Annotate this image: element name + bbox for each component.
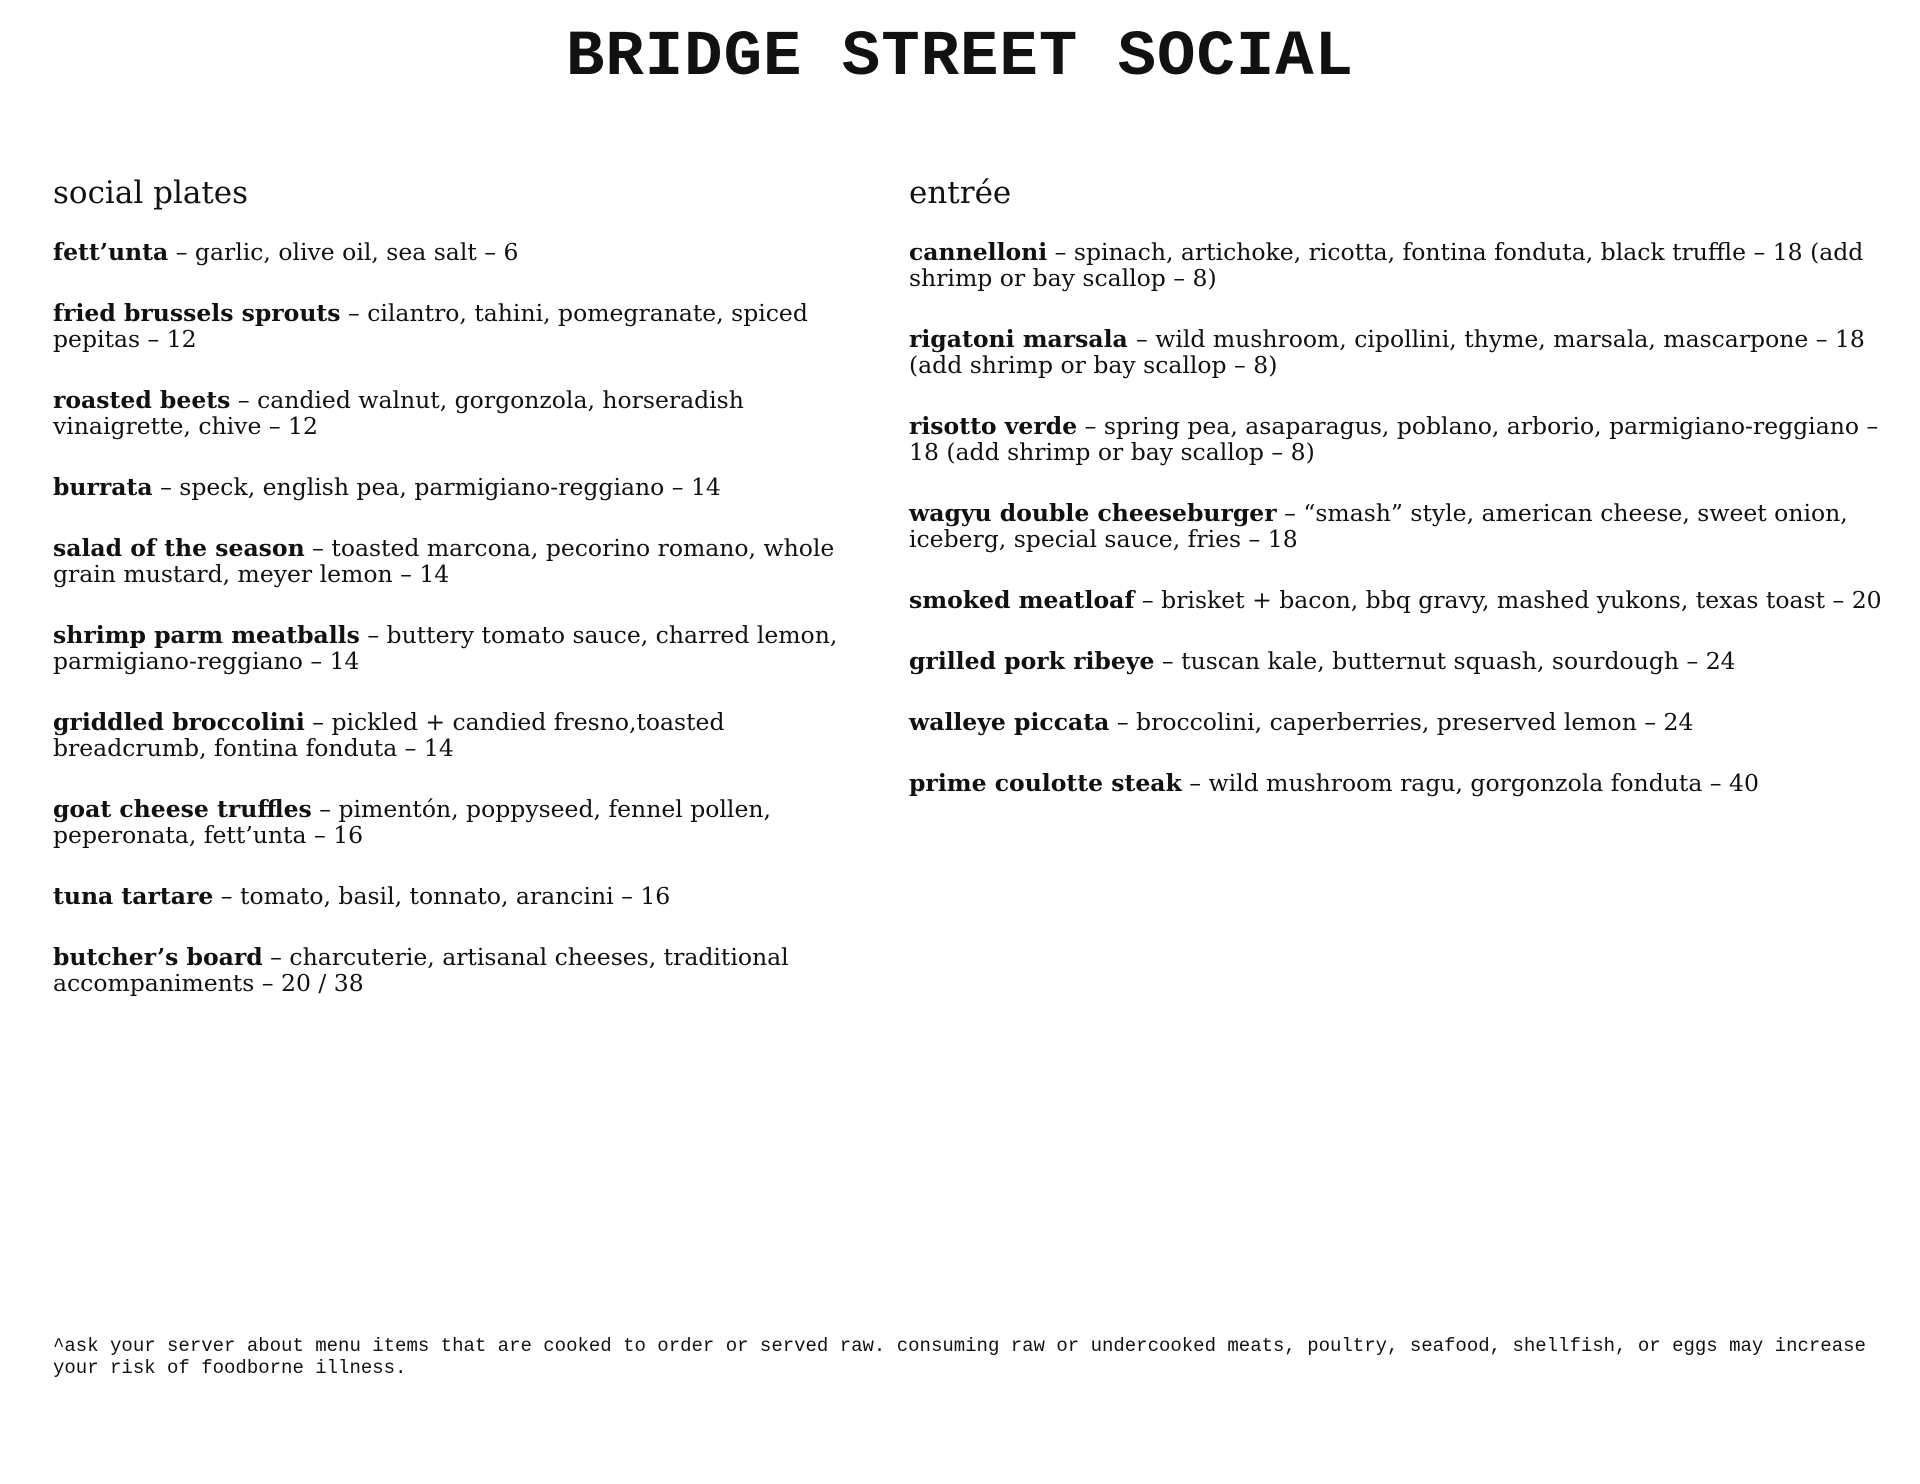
menu-item: wagyu double cheeseburger – “smash” style, american cheese, sweet onion, iceberg, special sauce, fries – 18 — [909, 499, 1848, 553]
menu-item: grilled pork ribeye – tuscan kale, butternut squash, sourdough – 24 — [909, 647, 1736, 675]
item-description: tomato, basil, tonnato, arancini – 16 — [240, 882, 671, 910]
item-name: tuna tartare — [53, 882, 214, 910]
item-name: butcher’s board — [53, 943, 263, 971]
item-name: goat cheese truffles — [53, 795, 312, 823]
menu-item: griddled broccolini – pickled + candied fresno,toasted breadcrumb, fontina fonduta – 14 — [53, 708, 725, 762]
item-description: buttery tomato sauce, charred lemon, parmigiano-reggiano – 14 — [53, 621, 838, 675]
item-name: walleye piccata — [909, 708, 1110, 736]
item-description: spring pea, asaparagus, poblano, arborio, parmigiano-reggiano – 18 (add shrimp or bay scallop – 8) — [909, 412, 1879, 466]
item-name: prime coulotte steak — [909, 769, 1182, 797]
item-description: wild mushroom, cipollini, thyme, marsala, mascarpone – 18 (add shrimp or bay scallop – 8) — [909, 325, 1865, 379]
item-name: fett’unta — [53, 238, 169, 266]
menu-item: walleye piccata – broccolini, caperberries, preserved lemon – 24 — [909, 708, 1694, 736]
menu-item: shrimp parm meatballs – buttery tomato sauce, charred lemon, parmigiano-reggiano – 14 — [53, 621, 838, 675]
menu-item: fett’unta – garlic, olive oil, sea salt – 6 — [53, 238, 519, 266]
item-description: “smash” style, american cheese, sweet onion, iceberg, special sauce, fries – 18 — [909, 499, 1848, 553]
entree-section — [909, 174, 1899, 831]
menu-item: goat cheese truffles – pimentón, poppyseed, fennel pollen, peperonata, fett’unta – 16 — [53, 795, 771, 849]
item-description: cilantro, tahini, pomegranate, spiced pepitas – 12 — [53, 299, 808, 353]
item-name: fried brussels sprouts — [53, 299, 341, 327]
item-name: griddled broccolini — [53, 708, 305, 736]
social-plates-section — [53, 174, 883, 1031]
menu-item: roasted beets – candied walnut, gorgonzola, horseradish vinaigrette, chive – 12 — [53, 386, 744, 440]
menu-item: butcher’s board – charcuterie, artisanal cheeses, traditional accompaniments – 20 / 38 — [53, 943, 789, 997]
menu-item: burrata – speck, english pea, parmigiano-reggiano – 14 — [53, 473, 721, 501]
item-description: tuscan kale, butternut squash, sourdough – 24 — [1181, 647, 1736, 675]
item-description: speck, english pea, parmigiano-reggiano – 14 — [179, 473, 721, 501]
menu-item: prime coulotte steak – wild mushroom ragu, gorgonzola fonduta – 40 — [909, 769, 1759, 797]
item-description: pimentón, poppyseed, fennel pollen, peperonata, fett’unta – 16 — [53, 795, 771, 849]
menu-item: smoked meatloaf – brisket + bacon, bbq gravy, mashed yukons, texas toast – 20 — [909, 586, 1882, 614]
menu-item: rigatoni marsala – wild mushroom, cipollini, thyme, marsala, mascarpone – 18 (add shrimp or bay scallop – 8) — [909, 325, 1865, 379]
item-description: broccolini, caperberries, preserved lemon – 24 — [1136, 708, 1694, 736]
item-name: smoked meatloaf — [909, 586, 1135, 614]
item-description: wild mushroom ragu, gorgonzola fonduta – 40 — [1208, 769, 1759, 797]
item-name: shrimp parm meatballs — [53, 621, 360, 649]
item-description: garlic, olive oil, sea salt – 6 — [194, 238, 519, 266]
item-description: candied walnut, gorgonzola, horseradish vinaigrette, chive – 12 — [53, 386, 744, 440]
item-name: roasted beets — [53, 386, 231, 414]
menu-item: risotto verde – spring pea, asaparagus, poblano, arborio, parmigiano-reggiano – 18 (add shrimp or bay scallop – 8) — [909, 412, 1879, 466]
item-description: charcuterie, artisanal cheeses, traditional accompaniments – 20 / 38 — [53, 943, 789, 997]
menu-item: cannelloni – spinach, artichoke, ricotta, fontina fonduta, black truffle – 18 (add shrimp or bay scallop – 8) — [909, 238, 1864, 292]
menu-item: salad of the season – toasted marcona, pecorino romano, whole grain mustard, meyer lemon – 14 — [53, 534, 835, 588]
item-description: spinach, artichoke, ricotta, fontina fonduta, black truffle – 18 (add shrimp or bay scallop – 8) — [909, 238, 1864, 292]
section-heading-social-plates: social plates — [53, 175, 249, 211]
menu-item: tuna tartare – tomato, basil, tonnato, arancini – 16 — [53, 882, 671, 910]
item-description: pickled + candied fresno,toasted breadcrumb, fontina fonduta – 14 — [53, 708, 725, 762]
item-name: wagyu double cheeseburger — [909, 499, 1277, 527]
restaurant-name: BRIDGE STREET SOCIAL — [565, 22, 1355, 94]
item-name: cannelloni — [909, 238, 1048, 266]
health-advisory-footnote: ^ask your server about menu items that are cooked to order or served raw. consuming raw or undercooked meats, poultry, seafood, shellfish, or eggs may increase your risk of foodborne illness. — [53, 1335, 1866, 1379]
menu-item: fried brussels sprouts – cilantro, tahini, pomegranate, spiced pepitas – 12 — [53, 299, 808, 353]
item-name: salad of the season — [53, 534, 305, 562]
item-name: risotto verde — [909, 412, 1078, 440]
item-name: grilled pork ribeye — [909, 647, 1155, 675]
item-description: toasted marcona, pecorino romano, whole grain mustard, meyer lemon – 14 — [53, 534, 835, 588]
section-heading-entree: entrée — [909, 175, 1012, 211]
item-name: rigatoni marsala — [909, 325, 1136, 353]
item-name: burrata — [53, 473, 153, 501]
item-description: brisket + bacon, bbq gravy, mashed yukons, texas toast – 20 — [1161, 586, 1882, 614]
